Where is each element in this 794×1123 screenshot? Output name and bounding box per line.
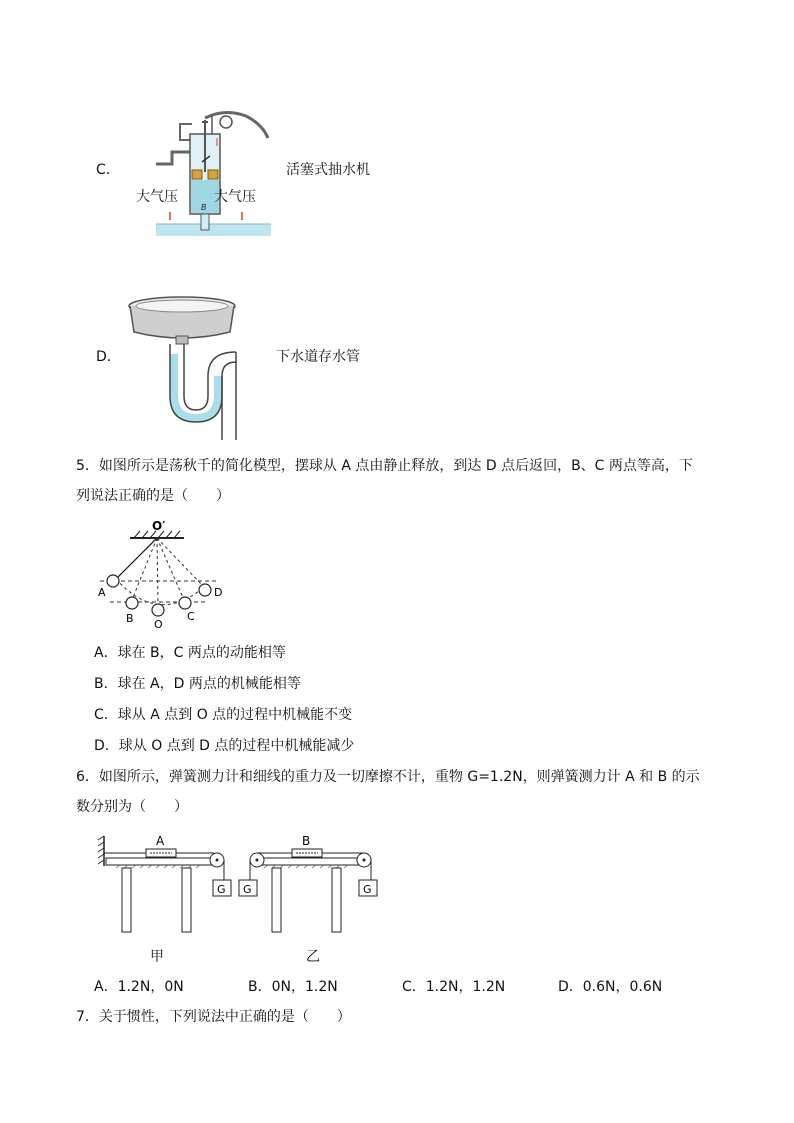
q5-stem-line2: 列说法正确的是（ ） xyxy=(76,488,230,504)
swing-pendulum-figure xyxy=(92,516,238,632)
q7-stem-line1: 7．关于惯性，下列说法中正确的是（ ） xyxy=(76,1009,351,1025)
label-c: C xyxy=(187,610,195,623)
weight-g-2: G xyxy=(243,883,252,896)
q6-option-c: C．1.2N，1.2N xyxy=(402,979,506,995)
label-scale-a: A xyxy=(156,834,165,848)
drain-trap-figure xyxy=(126,292,238,440)
weight-g-1: G xyxy=(217,883,226,896)
q5-option-c: C．球从 A 点到 O 点的过程中机械能不变 xyxy=(94,707,353,723)
caption-jia: 甲 xyxy=(150,949,164,965)
q6-option-d: D．0.6N，0.6N xyxy=(558,979,663,995)
q5-option-b: B．球在 A，D 两点的机械能相等 xyxy=(94,676,301,692)
label-b: B xyxy=(126,612,134,625)
q6-stem-line2: 数分别为（ ） xyxy=(76,799,188,815)
q5-option-d: D．球从 O 点到 D 点的过程中机械能减少 xyxy=(94,738,355,754)
option-d-letter: D． xyxy=(96,349,121,365)
caption-yi: 乙 xyxy=(306,949,320,965)
q5-stem-line1: 5．如图所示是荡秋千的简化模型，摆球从 A 点由静止释放，到达 D 点后返回，B、C 两点等高，下 xyxy=(76,458,693,474)
label-o: O xyxy=(154,618,163,631)
option-c-letter: C． xyxy=(96,162,120,178)
pump-label-left: 大气压 xyxy=(136,189,178,205)
label-pivot: O′ xyxy=(152,519,166,533)
piston-pump-figure xyxy=(150,110,275,240)
label-d: D xyxy=(214,586,223,599)
option-d-caption: 下水道存水管 xyxy=(276,349,360,365)
pump-label-b: B xyxy=(201,203,207,212)
option-c-caption: 活塞式抽水机 xyxy=(286,162,370,178)
q6-option-b: B．0N，1.2N xyxy=(248,979,338,995)
q5-option-a: A．球在 B，C 两点的动能相等 xyxy=(94,645,286,661)
q6-stem-line1: 6．如图所示，弹簧测力计和细线的重力及一切摩擦不计，重物 G=1.2N，则弹簧测力计 A 和 B 的示 xyxy=(76,769,700,785)
pump-label-right: 大气压 xyxy=(214,189,256,205)
weight-g-3: G xyxy=(363,883,372,896)
q6-option-a: A．1.2N，0N xyxy=(94,979,184,995)
spring-scale-figure xyxy=(96,828,386,940)
label-a: A xyxy=(98,586,106,599)
label-scale-b: B xyxy=(302,834,311,848)
